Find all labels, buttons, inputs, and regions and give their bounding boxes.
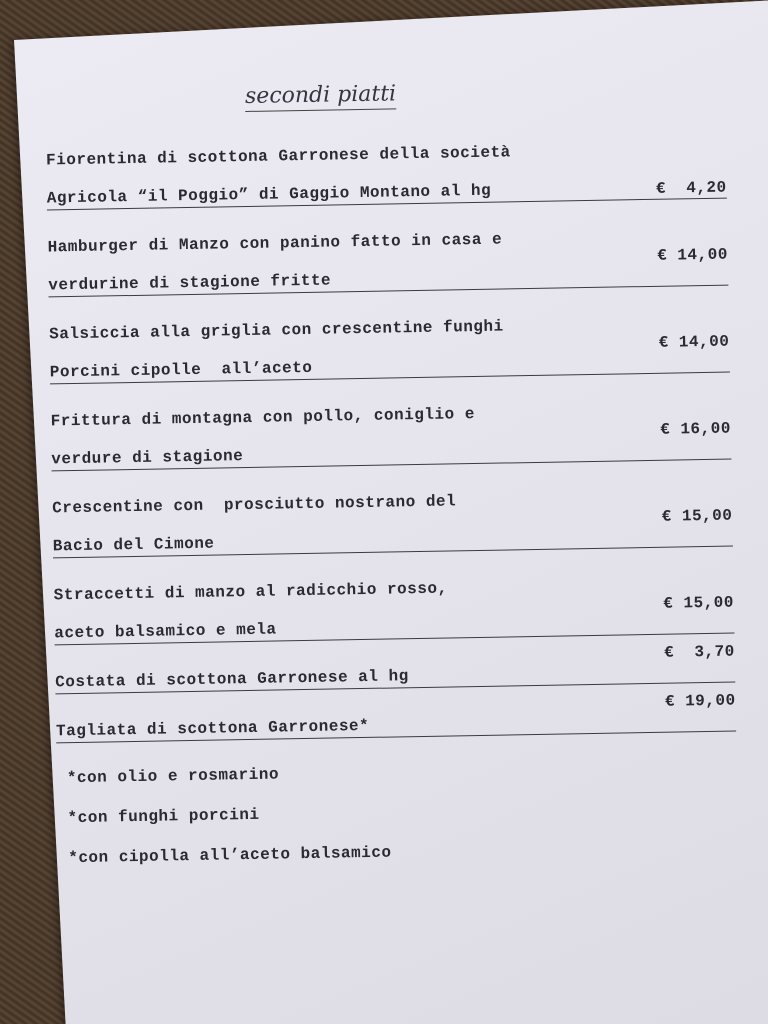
tagliata-options <box>57 757 768 868</box>
menu-item-description-continued: Bacio del Cimone <box>53 524 733 559</box>
menu-item-price: € 15,00 <box>663 593 735 613</box>
menu-item-description: Tagliata di scottona Garronese* <box>56 709 736 744</box>
menu-item-price: € 16,00 <box>660 419 732 439</box>
menu-item <box>46 138 727 211</box>
menu-item <box>54 573 735 646</box>
menu-item-price: € 3,70 <box>663 642 735 662</box>
option-item: *con olio e rosmarino <box>66 765 280 788</box>
menu-heading: secondi piatti <box>245 81 397 112</box>
menu-item-price: € 19,00 <box>664 691 736 711</box>
menu-item-description: Crescentine con prosciutto nostrano del <box>52 492 457 518</box>
option-item: *con funghi porcini <box>67 805 260 828</box>
menu-item-description: Frittura di montagna con pollo, coniglio e <box>50 405 476 431</box>
menu-item-price: € 4,20 <box>655 178 727 198</box>
menu-item-description: Straccetti di manzo al radicchio rosso, <box>53 579 448 605</box>
menu-item-description-continued: Agricola “il Poggio” di Gaggio Montano al hg <box>47 176 727 211</box>
menu-item-price: € 14,00 <box>658 332 730 352</box>
menu-sheet <box>14 0 768 1024</box>
menu-item <box>52 486 733 559</box>
menu-items <box>46 137 768 743</box>
option-item: *con cipolla all’aceto balsamico <box>68 843 392 868</box>
menu-item-description: Salsiccia alla griglia con crescentine funghi <box>48 317 504 344</box>
menu-item-price: € 14,00 <box>656 245 729 265</box>
menu-item-description-continued: Porcini cipolle all’aceto <box>50 350 730 385</box>
menu-item-description-continued: verdurine di stagione fritte <box>48 263 728 298</box>
menu-item <box>55 642 735 695</box>
menu-item <box>50 399 731 472</box>
menu-item-description: Hamburger di Manzo con panino fatto in casa e <box>47 230 503 257</box>
menu-item-description-continued: verdure di stagione <box>51 437 731 472</box>
menu-item-price: € 15,00 <box>661 506 733 526</box>
menu-item-description-continued: aceto balsamico e mela <box>54 611 734 646</box>
menu-item-description: Costata di scottona Garronese al hg <box>55 660 735 695</box>
menu-item <box>49 312 730 385</box>
menu-content <box>14 27 768 890</box>
menu-item-description: Fiorentina di scottona Garronese della società <box>45 143 511 170</box>
menu-item <box>55 691 736 744</box>
menu-item <box>47 225 728 298</box>
